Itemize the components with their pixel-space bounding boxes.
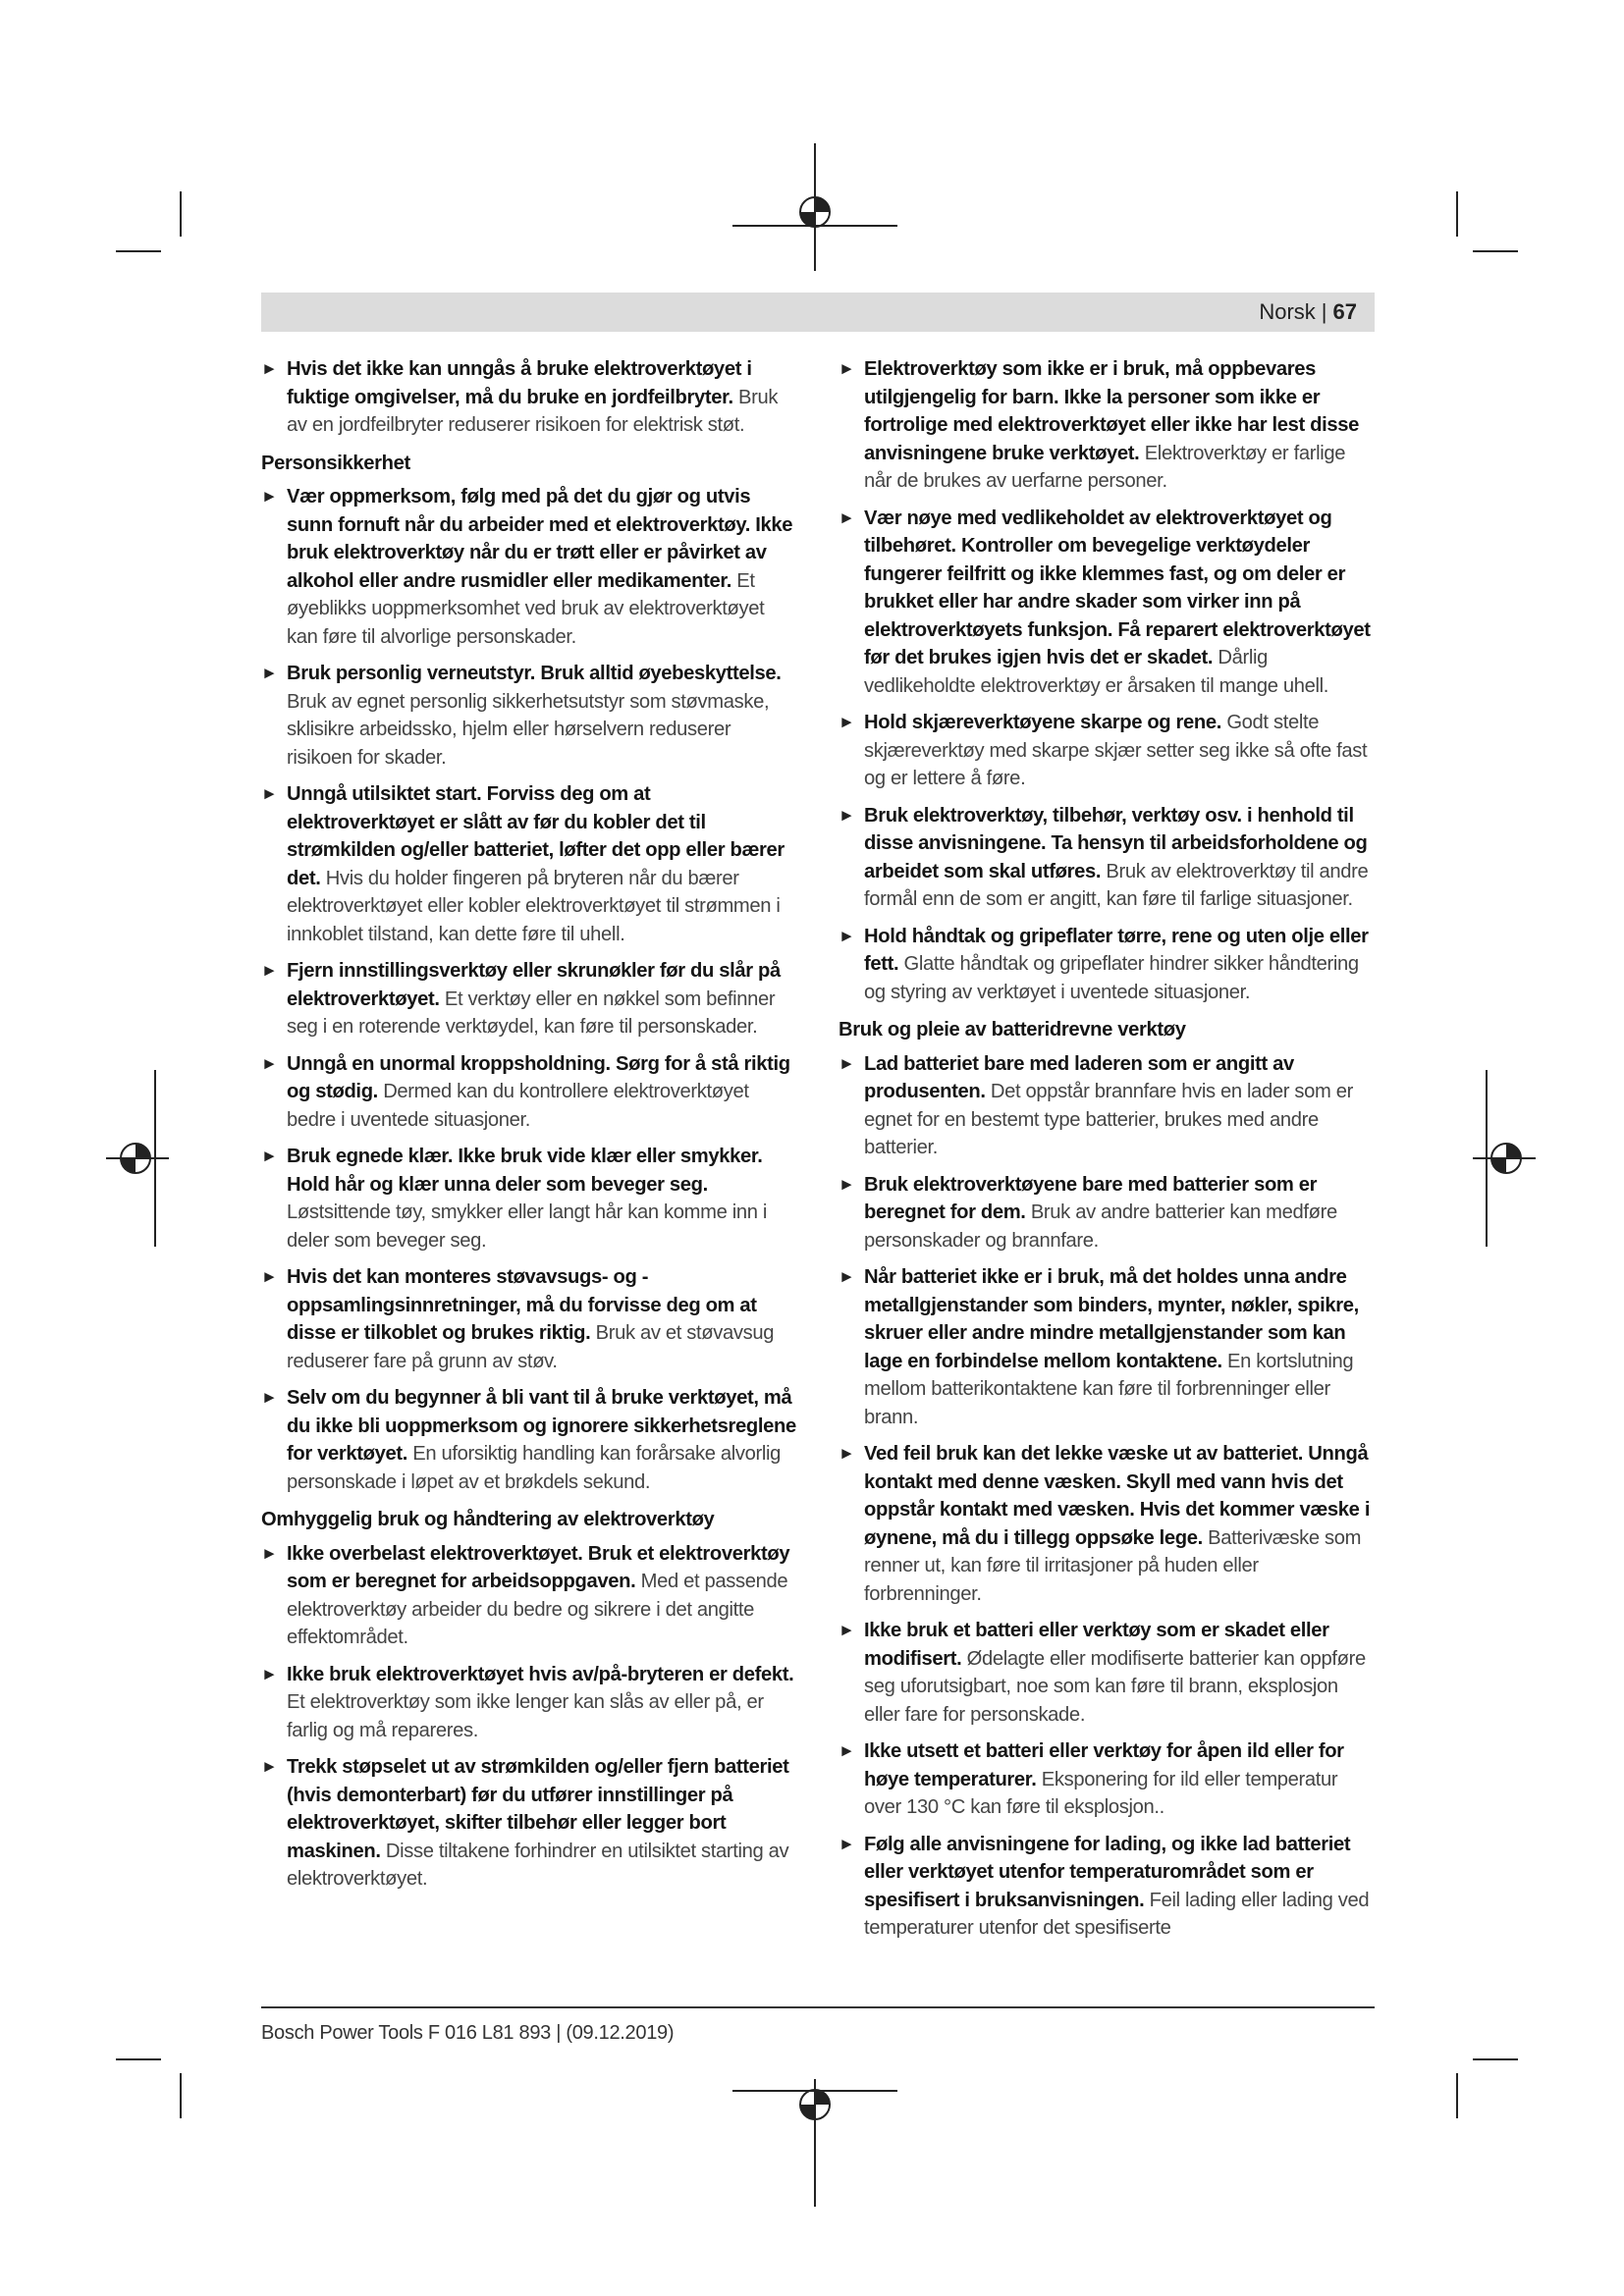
safety-item [261, 780, 797, 948]
safety-explanation: Batterivæske som renner ut, kan føre til irritasjoner på huden eller forbrenninger. [864, 1526, 1362, 1605]
bullet-arrow-icon: ► [839, 1834, 855, 1853]
safety-explanation: Det oppstår brannfare hvis en lader som er egnet for en bestemt type batterier, brukes med andre batterier. [864, 1081, 1353, 1158]
right-column [839, 355, 1375, 1951]
safety-instruction: Ved feil bruk kan det lekke væske ut av batteriet. Unngå kontakt med denne væsken. Skyll med vann hvis det oppstår kontakt med væsken. Hvis det kommer væske i øynene, må du i tillegg oppsøke lege. [864, 1443, 1371, 1549]
crop-mark [1473, 250, 1518, 252]
bullet-arrow-icon: ► [839, 1741, 855, 1760]
registration-mark-icon [729, 2050, 901, 2207]
safety-explanation: Et verktøy eller en nøkkel som befinner seg i en roterende verktøydel, kan føre til personskader. [287, 988, 776, 1038]
safety-item [261, 1661, 797, 1745]
safety-instruction: Når batteriet ikke er i bruk, må det holdes unna andre metallgjenstander som binders, mynter, nøkler, spikre, skruer eller andre mindre metallgjenstander som kan lage en forbindelse mellom kontaktene. [864, 1266, 1359, 1372]
header-language: Norsk [1259, 299, 1316, 324]
footer-rule [261, 2006, 1375, 2008]
safety-instruction: Ikke bruk elektroverktøyet hvis av/på-bryteren er defekt. [287, 1663, 794, 1685]
safety-item [839, 1171, 1375, 1255]
bullet-arrow-icon: ► [839, 1444, 855, 1463]
safety-instruction: Hold skjæreverktøyene skarpe og rene. [864, 712, 1222, 733]
safety-instruction: Fjern innstillingsverktøy eller skrunøkler før du slår på elektroverktøyet. [287, 960, 781, 1010]
safety-item [839, 355, 1375, 496]
safety-explanation: En kortslutning mellom batterikontaktene kan føre til forbrenninger eller brann. [864, 1350, 1354, 1428]
safety-explanation: Ødelagte eller modifiserte batterier kan oppføre seg uforutsigbart, noe som kan føre til brann, eksplosjon eller fare for personskade. [864, 1647, 1366, 1726]
bullet-arrow-icon: ► [261, 1388, 278, 1407]
safety-instruction: Elektroverktøy som ikke er i bruk, må oppbevares utilgjengelig for barn. Ikke la personer som ikke er fortrolige med elektroverktøyet eller ikke har lest disse anvisningene bruke verktøyet. [864, 358, 1360, 464]
crop-mark [116, 2058, 161, 2060]
bullet-arrow-icon: ► [261, 1664, 278, 1683]
safety-explanation: Bruk av en jordfeilbryter reduserer risikoen for elektrisk støt. [287, 386, 779, 436]
safety-explanation: Bruk av elektroverktøy til andre formål enn de som er angitt, kan føre til farlige situasjoner. [864, 860, 1369, 910]
safety-explanation: Hvis du holder fingeren på bryteren når du bærer elektroverktøyet eller kobler elektroverktøyet til strømmen i innkoblet tilstand, kan dette føre til uhell. [287, 867, 781, 945]
safety-explanation: Feil lading eller lading ved temperaturer utenfor det spesifiserte [864, 1889, 1370, 1939]
safety-instruction: Vær nøye med vedlikeholdet av elektroverktøyet og tilbehøret. Kontroller om bevegelige verktøydeler fungerer feilfritt og ikke klemmes fast, og om deler er brukket eller har andre skader som virker inn på elektroverktøyets funksjon. Få reparert elektroverktøyet før det brukes igjen hvis det er skadet. [864, 507, 1371, 668]
safety-explanation: Godt stelte skjæreverktøy med skarpe skjær setter seg ikke så ofte fast og er lettere å føre. [864, 712, 1368, 789]
safety-instruction: Trekk støpselet ut av strømkilden og/eller fjern batteriet (hvis demonterbart) før du utfører innstillinger på elektroverktøyet, skifter tilbehør eller legger bort maskinen. [287, 1756, 789, 1862]
safety-item [839, 1737, 1375, 1822]
safety-item [261, 1384, 797, 1496]
safety-instruction: Ikke utsett et batteri eller verktøy for åpen ild eller for høye temperaturer. [864, 1740, 1344, 1790]
crop-mark [1473, 2058, 1518, 2060]
safety-instruction: Unngå utilsiktet start. Forviss deg om at elektroverktøyet er slått av før du kobler det til strømkilden og/eller batteriet, løfter det opp eller bærer det. [287, 783, 785, 889]
safety-explanation: Med et passende elektroverktøy arbeider du bedre og sikrere i det angitte effektområdet. [287, 1571, 788, 1648]
bullet-arrow-icon: ► [261, 961, 278, 980]
bullet-arrow-icon: ► [839, 713, 855, 731]
bullet-arrow-icon: ► [839, 359, 855, 378]
header-text [1259, 299, 1357, 325]
safety-explanation: Eksponering for ild eller temperatur over 130 °C kan føre til eksplosjon.. [864, 1768, 1338, 1818]
page-number: 67 [1332, 299, 1357, 324]
safety-item [261, 1753, 797, 1894]
safety-item [261, 1263, 797, 1375]
safety-item [839, 505, 1375, 701]
safety-instruction: Bruk egnede klær. Ikke bruk vide klær eller smykker. Hold hår og klær unna deler som beveger seg. [287, 1146, 763, 1196]
safety-instruction: Bruk elektroverktøy, tilbehør, verktøy osv. i henhold til disse anvisningene. Ta hensyn til arbeidsforholdene og arbeidet som skal utføres. [864, 804, 1368, 882]
safety-item [839, 1263, 1375, 1431]
safety-instruction: Hvis det kan monteres støvavsugs- og -oppsamlingsinnretninger, må du forvisse deg om at disse er tilkoblet og brukes riktig. [287, 1266, 757, 1344]
safety-explanation: Dårlig vedlikeholdte elektroverktøy er årsaken til mange uhell. [864, 647, 1328, 697]
safety-item [839, 802, 1375, 914]
bullet-arrow-icon: ► [839, 507, 855, 527]
header-separator: | [1321, 299, 1327, 324]
safety-item [261, 957, 797, 1041]
safety-explanation: Bruk av et støvavsug reduserer fare på grunn av støv. [287, 1322, 775, 1372]
safety-instruction: Ikke bruk et batteri eller verktøy som er skadet eller modifisert. [864, 1620, 1329, 1670]
safety-explanation: Elektroverktøy er farlige når de brukes av uerfarne personer. [864, 442, 1346, 492]
bullet-arrow-icon: ► [261, 1053, 278, 1073]
safety-item [839, 1831, 1375, 1943]
safety-item [839, 1050, 1375, 1162]
bullet-arrow-icon: ► [839, 926, 855, 945]
safety-instruction: Selv om du begynner å bli vant til å bruke verktøyet, må du ikke bli uoppmerksom og ignorere sikkerhetsreglene for verktøyet. [287, 1387, 796, 1465]
safety-item [839, 923, 1375, 1007]
crop-mark [1456, 2073, 1458, 2118]
bullet-arrow-icon: ► [839, 1267, 855, 1286]
section-heading: Omhyggelig bruk og håndtering av elektroverktøy [261, 1509, 715, 1530]
safety-item [839, 1617, 1375, 1729]
safety-instruction: Følg alle anvisningene for lading, og ikke lad batteriet eller verktøyet utenfor temperaturområdet som er spesifisert i bruksanvisningen. [864, 1833, 1351, 1911]
left-column [261, 355, 797, 1902]
bullet-arrow-icon: ► [261, 359, 278, 378]
safety-instruction: Lad batteriet bare med laderen som er angitt av produsenten. [864, 1052, 1294, 1102]
safety-explanation: Disse tiltakene forhindrer en utilsiktet starting av elektroverktøyet. [287, 1840, 789, 1890]
safety-explanation: Dermed kan du kontrollere elektroverktøyet bedre i uventede situasjoner. [287, 1081, 749, 1131]
safety-instruction: Ikke overbelast elektroverktøyet. Bruk et elektroverktøy som er beregnet for arbeidsoppgaven. [287, 1542, 790, 1592]
registration-mark-icon [729, 143, 901, 300]
safety-explanation: En uforsiktig handling kan forårsake alvorlig personskade i løpet av et brøkdels sekund. [287, 1443, 782, 1493]
safety-instruction: Hvis det ikke kan unngås å bruke elektroverktøyet i fuktige omgivelser, må du bruke en jordfeilbryter. [287, 358, 752, 408]
bullet-arrow-icon: ► [839, 1174, 855, 1194]
safety-explanation: Bruk av egnet personlig sikkerhetsutstyr som støvmaske, sklisikre arbeidssko, hjelm eller hørselvern reduserer risikoen for skader. [287, 690, 770, 769]
safety-item [839, 1440, 1375, 1608]
bullet-arrow-icon: ► [261, 784, 278, 803]
bullet-arrow-icon: ► [261, 1757, 278, 1776]
safety-explanation: Bruk av andre batterier kan medføre personskader og brannfare. [864, 1201, 1337, 1252]
safety-instruction: Vær oppmerksom, følg med på det du gjør og utvis sunn fornuft når du arbeider med et elektroverktøy. Ikke bruk elektroverktøy når du er trøtt eller er påvirket av alkohol eller andre rusmidler eller medikamenter. [287, 486, 793, 592]
safety-item [261, 483, 797, 651]
crop-mark [1456, 191, 1458, 237]
bullet-arrow-icon: ► [839, 1621, 855, 1639]
bullet-arrow-icon: ► [261, 1267, 278, 1286]
crop-mark [180, 2073, 182, 2118]
bullet-arrow-icon: ► [839, 1053, 855, 1073]
safety-item [261, 355, 797, 440]
bullet-arrow-icon: ► [261, 487, 278, 506]
bullet-arrow-icon: ► [261, 1147, 278, 1165]
bullet-arrow-icon: ► [839, 805, 855, 825]
bullet-arrow-icon: ► [261, 664, 278, 682]
safety-explanation: Et øyeblikks uoppmerksomhet ved bruk av elektroverktøyet kan føre til alvorlige personskader. [287, 569, 765, 648]
safety-explanation: Et elektroverktøy som ikke lenger kan slås av eller på, er farlig og må repareres. [287, 1691, 764, 1741]
crop-mark [116, 250, 161, 252]
section-heading: Personsikkerhet [261, 452, 410, 474]
safety-instruction: Bruk elektroverktøyene bare med batterier som er beregnet for dem. [864, 1173, 1318, 1223]
registration-mark-icon [106, 1070, 204, 1247]
safety-item [261, 660, 797, 772]
page-header [261, 293, 1375, 332]
safety-explanation: Løstsittende tøy, smykker eller langt hår kan komme inn i deler som beveger seg. [287, 1201, 768, 1252]
safety-item [839, 709, 1375, 793]
crop-mark [180, 191, 182, 237]
safety-instruction: Hold håndtak og gripeflater tørre, rene og uten olje eller fett. [864, 925, 1369, 975]
safety-instruction: Bruk personlig verneutstyr. Bruk alltid øyebeskyttelse. [287, 663, 782, 684]
registration-mark-icon [1437, 1070, 1536, 1247]
safety-explanation: Glatte håndtak og gripeflater hindrer sikker håndtering og styring av verktøyet i uventede situasjoner. [864, 953, 1359, 1003]
bullet-arrow-icon: ► [261, 1543, 278, 1563]
section-heading: Bruk og pleie av batteridrevne verktøy [839, 1019, 1186, 1041]
safety-item [261, 1143, 797, 1255]
safety-item [261, 1050, 797, 1135]
safety-item [261, 1540, 797, 1652]
safety-instruction: Unngå en unormal kroppsholdning. Sørg for å stå riktig og stødig. [287, 1052, 790, 1102]
footer-text: Bosch Power Tools F 016 L81 893 | (09.12.2019) [261, 2022, 675, 2044]
